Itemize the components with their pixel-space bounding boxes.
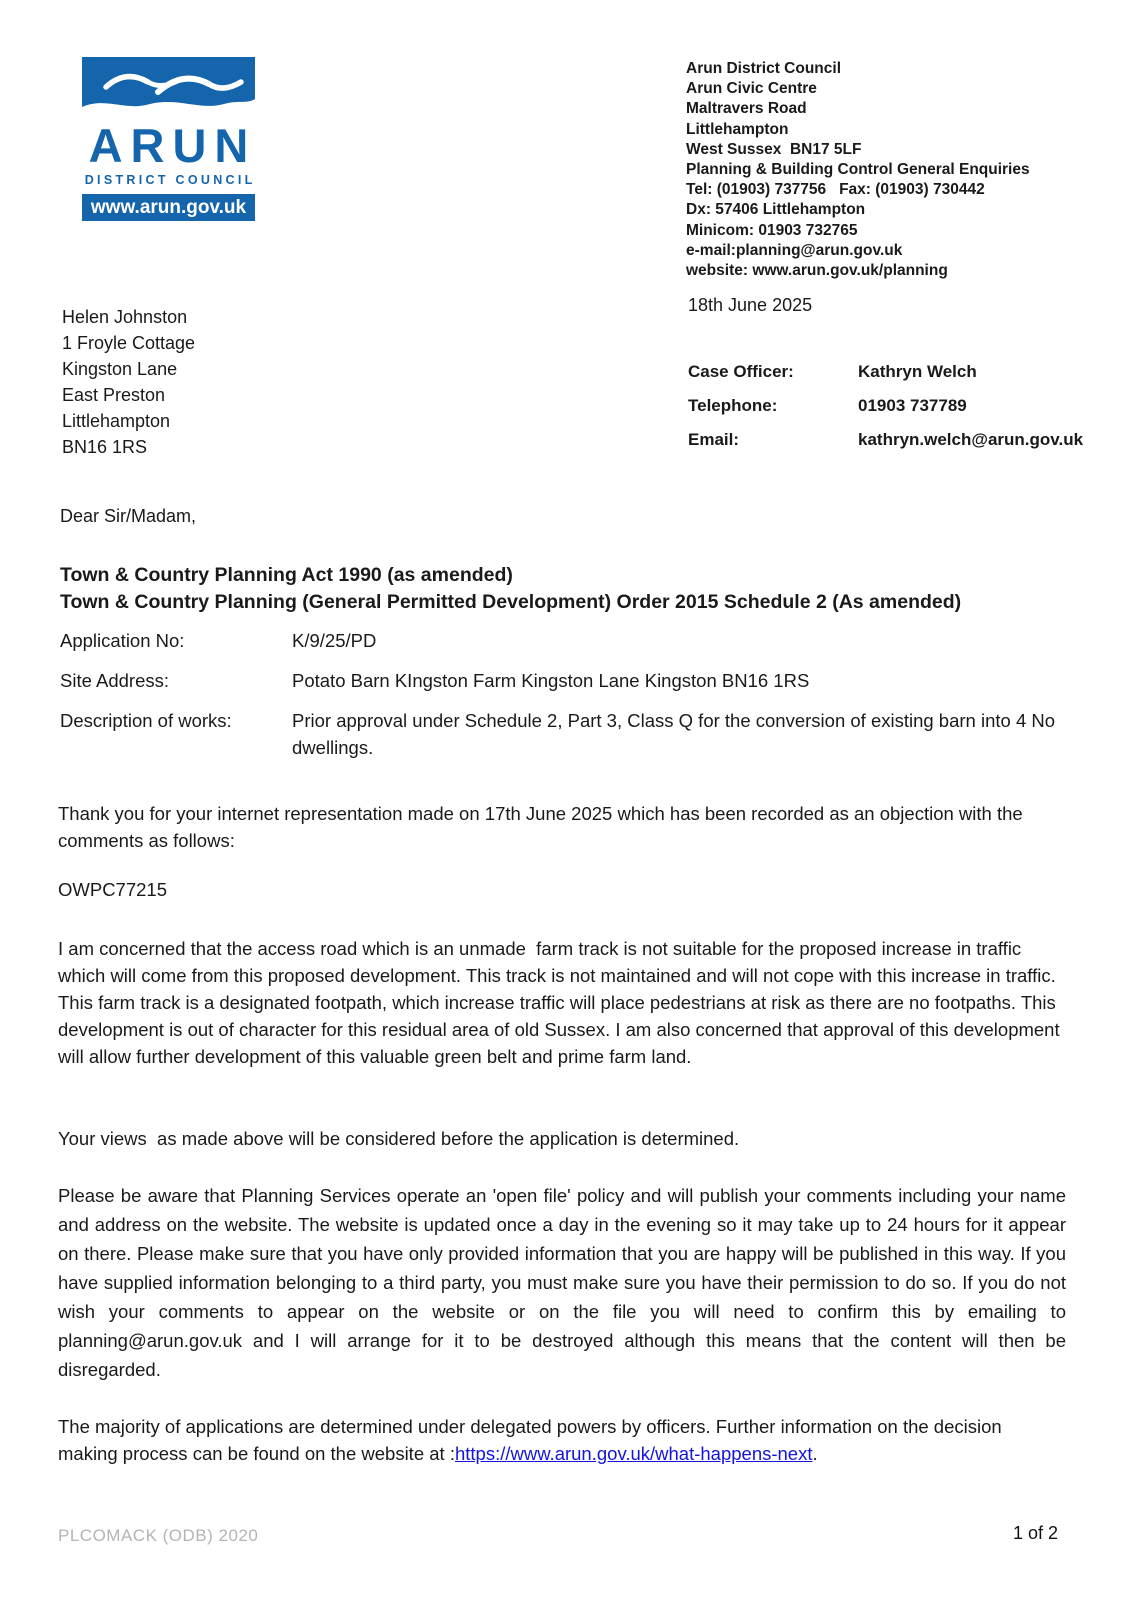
recipient-address-line: Littlehampton [62, 411, 171, 431]
council-address-line: Minicom: 01903 732765 [686, 221, 858, 239]
recipient-address-line: 1 Froyle Cottage [62, 333, 196, 353]
paragraph-open-file-policy: Please be aware that Planning Services operate an 'open file' policy and will publish your comments including your name and address on the website. The website is updated once a day in the evening so it may take up to 24 hours for it appear on there. Please make sure that you have only provided information that you are happy will be published in this way. If you have supplied information belonging to a third party, you must make sure you have their permission to do so. If you do not wish your comments to appear on the website or on the file you will need to confirm this by emailing to planning@arun.gov.uk and I will arrange for it to be destroyed although this means that the content will then be disregarded. [58, 1185, 1066, 1380]
representation-reference: OWPC77215 [58, 879, 167, 900]
council-address-line: Arun Civic Centre [686, 80, 817, 98]
heading-order: Town & Country Planning (General Permitted Development) Order 2015 Schedule 2 (As amended) [60, 590, 962, 613]
heading-act: Town & Country Planning Act 1990 (as amended) [60, 564, 513, 586]
telephone-row [688, 395, 1083, 417]
salutation: Dear Sir/Madam, [60, 506, 197, 526]
telephone-value: 01903 737789 [858, 396, 967, 415]
footer-document-code: PLCOMACK (ODB) 2020 [58, 1526, 259, 1545]
email-row [688, 429, 1083, 451]
council-address-line: West Sussex BN17 5LF [686, 140, 862, 158]
recipient-name: Helen Johnston [62, 307, 188, 327]
email-label: Email: [688, 430, 740, 449]
council-address-line: Littlehampton [686, 120, 789, 138]
page-number: 1 of 2 [1012, 1523, 1058, 1543]
council-address-block [686, 59, 1030, 281]
case-officer-value: Kathryn Welch [858, 362, 977, 381]
logo-subtitle-text: DISTRICT COUNCIL [84, 173, 256, 187]
application-no-label: Application No: [60, 630, 185, 651]
seagull-logo-icon [82, 57, 255, 117]
site-address-label: Site Address: [60, 670, 170, 691]
council-email-line: e-mail:planning@arun.gov.uk [686, 241, 903, 259]
council-logo [82, 57, 255, 221]
paragraph-comment: I am concerned that the access road which is an unmade farm track is not suitable for the proposed increase in traffic which will come from this proposed development. This track is not maintained and will not cope with this increase in traffic. This farm track is a designated footpath, which increase traffic will place pedestrians at risk as there are no footpaths. This development is out of character for this residual area of old Sussex. I am also concerned that approval of this development will allow further development of this valuable green belt and prime farm land. [58, 938, 1065, 1067]
application-no-row [60, 627, 1060, 654]
paragraph-majority [58, 1413, 1066, 1467]
council-address-line: Tel: (01903) 737756 Fax: (01903) 730442 [686, 181, 985, 199]
recipient-postcode: BN16 1RS [62, 437, 148, 457]
logo-brand-text: ARUN [88, 119, 257, 172]
recipient-address-block [62, 304, 195, 460]
paragraph-thanks: Thank you for your internet representation made on 17th June 2025 which has been recorded as an objection with the comments as follows: [58, 803, 1028, 851]
council-address-line: Arun District Council [686, 60, 842, 77]
case-officer-label: Case Officer: [688, 362, 794, 381]
email-value: kathryn.welch@arun.gov.uk [858, 430, 1084, 449]
description-value: Prior approval under Schedule 2, Part 3, Class Q for the conversion of existing barn into 4 No dwellings. [292, 710, 1056, 758]
council-address-line: Maltravers Road [686, 100, 807, 118]
letter-date: 18th June 2025 [688, 295, 813, 315]
application-no-value: K/9/25/PD [292, 630, 377, 651]
case-details-block [688, 361, 1083, 463]
link-trailing-period: . [812, 1443, 818, 1464]
council-address-line: Planning & Building Control General Enquiries [686, 161, 1030, 179]
council-website-line: website: www.arun.gov.uk/planning [686, 262, 948, 280]
site-address-row [60, 667, 1060, 694]
description-row [60, 707, 1060, 761]
council-address-line: Dx: 57406 Littlehampton [686, 201, 866, 219]
legislation-headings [60, 562, 961, 615]
recipient-address-line: East Preston [62, 385, 166, 405]
paragraph-views: Your views as made above will be considered before the application is determined. [58, 1128, 740, 1149]
case-officer-row [688, 361, 1083, 383]
what-happens-next-link[interactable]: https://www.arun.gov.uk/what-happens-next [454, 1443, 813, 1464]
logo-website-bar: www.arun.gov.uk [82, 194, 255, 221]
paragraph-majority-text: The majority of applications are determined under delegated powers by officers. Further information on the decision making process can be found on the website at : [58, 1416, 1002, 1464]
recipient-address-line: Kingston Lane [62, 359, 178, 379]
site-address-value: Potato Barn KIngston Farm Kingston Lane Kingston BN16 1RS [292, 670, 810, 691]
description-label: Description of works: [60, 710, 232, 731]
telephone-label: Telephone: [688, 396, 778, 415]
